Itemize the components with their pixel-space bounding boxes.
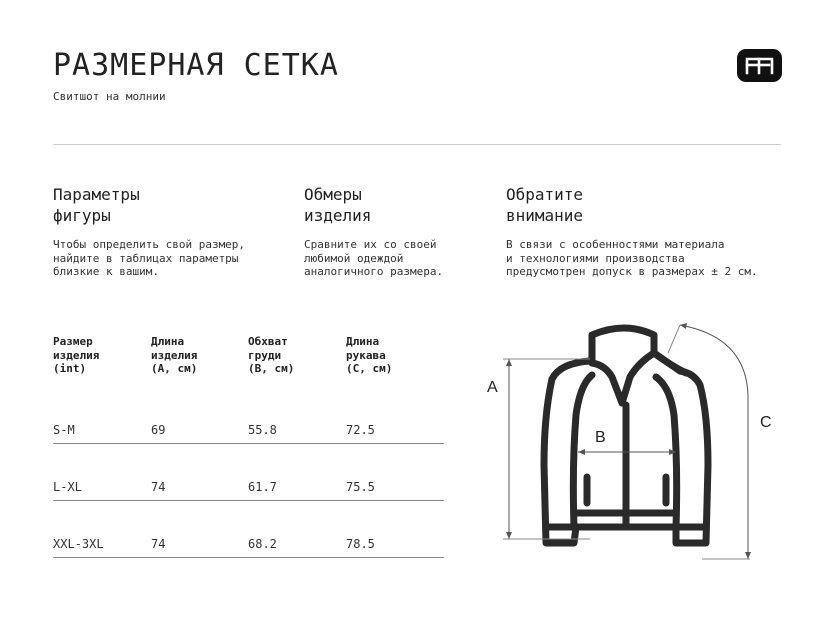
size-table-header [53,335,444,395]
info-heading: Обмеры изделия [304,185,372,225]
cell-size: L-XL [53,480,82,494]
cell-length: 74 [151,537,166,551]
table-row [53,533,444,558]
brand-logo [737,49,782,82]
label-b: B [595,429,606,446]
size-table [53,335,444,551]
info-garment-measures [304,184,519,279]
info-attention [506,184,796,279]
column-header-sleeve: Длина рукава (С, см) [346,335,393,375]
cell-sleeve: 75.5 [346,480,375,494]
table-row [53,419,444,444]
info-heading: Параметры фигуры [53,185,140,225]
cell-chest: 68.2 [248,537,277,551]
info-text: Сравните их со своей любимой одеждой аналогичного размера. [304,238,444,278]
cell-size: S-M [53,423,75,437]
label-a: A [487,379,498,396]
jacket-measurement-diagram [480,315,790,575]
cell-length: 74 [151,480,166,494]
cell-chest: 61.7 [248,480,277,494]
info-text: В связи с особенностями материала и технологиями производства предусмотрен допуск в размерах ± 2 см. [506,238,758,278]
info-text: Чтобы определить свой размер, найдите в таблицах параметры близкие к вашим. [53,238,246,278]
label-c: C [760,414,772,431]
column-header-chest: Обхват груди (В, см) [248,335,295,375]
info-figure-params [53,184,268,279]
column-header-length: Длина изделия (А, см) [151,335,198,375]
cell-chest: 55.8 [248,423,277,437]
table-row [53,476,444,501]
cell-sleeve: 78.5 [346,537,375,551]
cell-size: XXL-3XL [53,537,104,551]
column-header-size: Размер изделия (int) [53,335,100,375]
page-subtitle: Свитшот на молнии [53,90,166,103]
logo-ff-icon [737,49,782,82]
page-title: РАЗМЕРНАЯ СЕТКА [53,48,339,83]
cell-sleeve: 72.5 [346,423,375,437]
cell-length: 69 [151,423,166,437]
info-heading: Обратите внимание [506,185,584,225]
header-divider [53,144,781,145]
